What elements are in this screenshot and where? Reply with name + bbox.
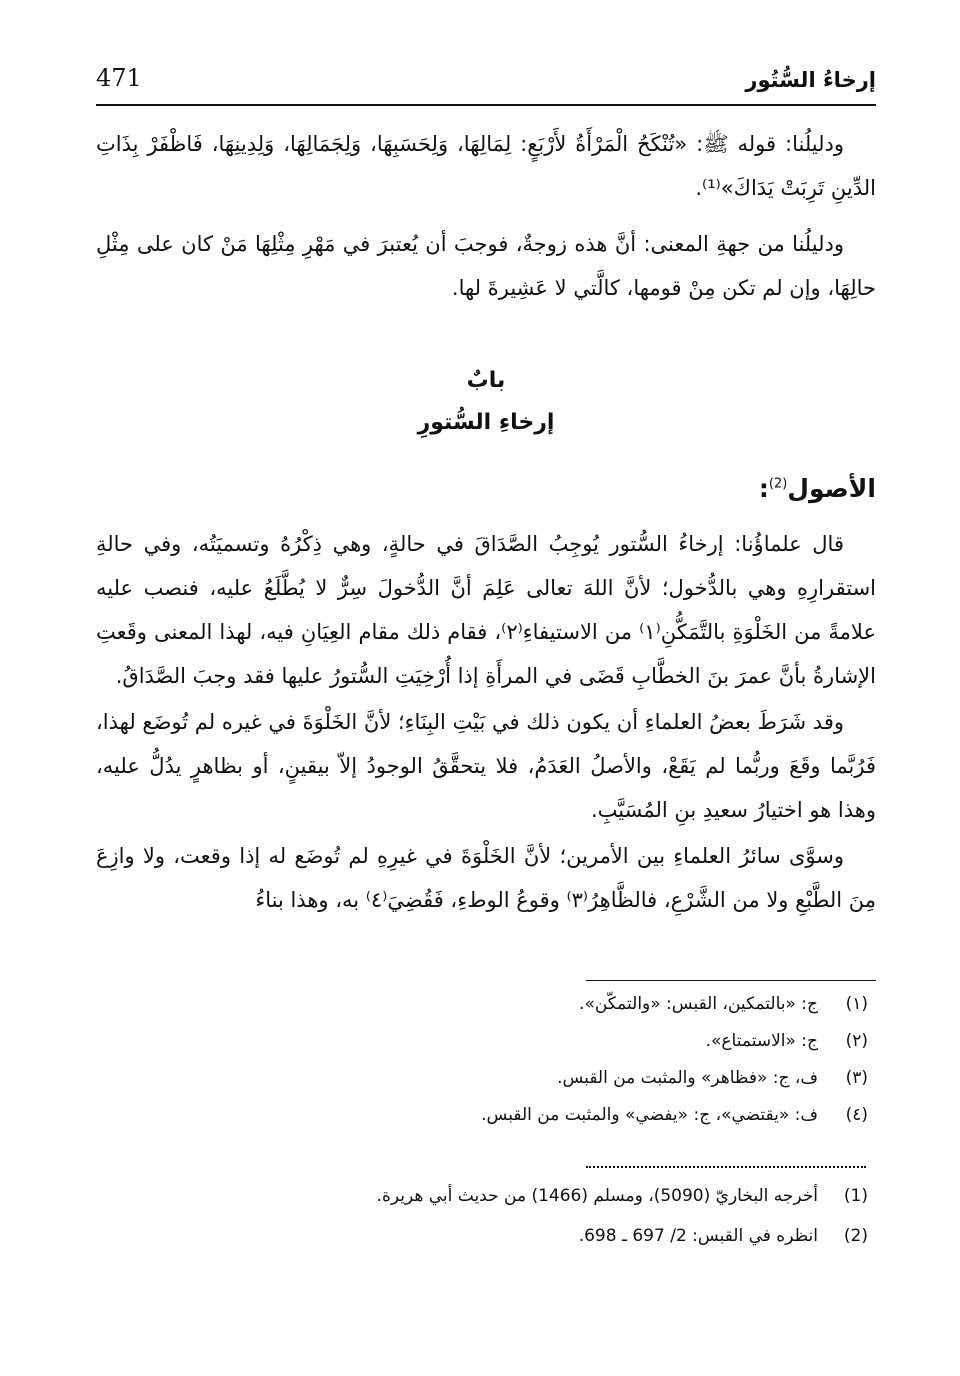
paragraph: وسوَّى سائرُ العلماءِ بين الأمرين؛ لأنَّ الخَلْوَةَ في غيرِهِ لم تُوضَع له إذا وقعت، ولا وازِعَ مِنَ الطَّبْعِ ولا من الشَّرْعِ، فالظَّاهِرُ⁽٣⁾ وقوعُ الوطءِ، فَقُضِيَ⁽٤⁾ به، وهذا بناءُ xyxy=(96,844,876,912)
section-heading-colon: : xyxy=(758,474,769,503)
footnote-number: (٣) xyxy=(845,1068,868,1088)
footnote-text: أخرجه البخاريّ (5090)، ومسلم (1466) من حديث أبي هريرة. xyxy=(376,1186,818,1206)
footnote-number: (٢) xyxy=(845,1031,868,1051)
footnote xyxy=(96,1186,868,1226)
page-number: 471 xyxy=(96,64,142,92)
paragraph: قال علماؤُنا: إرخاءُ السُّتور يُوجِبُ الصَّدَاقَ في حالةٍ، وهي ذِكْرُهُ وتسميَتُه، وفي حالةِ استقرارِهِ وهي بالدُّخول؛ لأنَّ اللهَ تعالى عَلِمَ أنَّ الدُّخولَ سِرٌّ لا يُطَّلَعُ عليه، فنصب عليه علامةً من الخَلْوَةِ بالتَّمَكُّنِ⁽١⁾ من الاستيفاءِ⁽٢⁾، فقام ذلك مقام العِيَانِ فيه، لهذا المعنى وقَعتِ الإشارةُ بأنَّ عمرَ بنَ الخطَّابِ قَضَى في المرأَةِ إذا أُرْخِيَتِ السُّتورُ عليها فقد وجبَ الصَّدَاقُ. xyxy=(96,532,876,688)
footnote xyxy=(96,1105,868,1142)
paragraph: وقد شَرَطَ بعضُ العلماءِ أن يكون ذلك في بَيْتِ البِنَاءِ؛ لأنَّ الخَلْوَةَ في غيره لم تُوضَع لهذا، فَرُبَّما وقَعَ وربُّما لم يَقَعْ، والأصلُ العَدَمُ، فلا يتحقَّقُ الوجودُ إلاّ بيقينٍ، أو بظاهرٍ يدُلُّ عليه، وهذا هو اختيارُ سعيدِ بنِ المُسَيَّبِ. xyxy=(96,710,876,822)
main-text xyxy=(96,522,876,924)
opening-paragraph xyxy=(96,122,876,210)
footnote-text: ج: «بالتمكين، القبس: «والتمكّن». xyxy=(579,994,818,1014)
meaning-paragraph-block xyxy=(96,222,876,310)
footnote xyxy=(96,1068,868,1105)
footnote xyxy=(96,1226,868,1266)
chapter-title: إرخاءِ السُّتورِ xyxy=(417,410,555,435)
footnote xyxy=(96,994,868,1031)
source-footnotes xyxy=(96,1186,868,1266)
section-heading-text: الأصول xyxy=(787,474,876,503)
chapter-label: بابٌ xyxy=(466,368,506,393)
footnote-number: (٤) xyxy=(845,1105,868,1125)
running-title: إرخاءُ السُّتُور xyxy=(745,68,876,92)
footnote-number: (١) xyxy=(845,994,868,1014)
footnote-number: (2) xyxy=(843,1226,868,1246)
hadith-paragraph: ودليلُنا: قوله ﷺ: «تُنْكَحُ الْمَرْأَةُ لأَرْبَعٍ: لِمَالِهَا، وَلِحَسَبِهَا، وَلِجَمَالِهَا، وَلِدِينِهَا، فَاظْفَرْ بِذَاتِ الدِّينِ تَرِبَتْ يَدَاكَ»⁽¹⁾. xyxy=(96,132,876,200)
footnote-text: ف، ج: «فظاهر» والمثبت من القبس. xyxy=(557,1068,818,1088)
footnote-number: (1) xyxy=(843,1186,868,1206)
editor-footnotes xyxy=(96,994,868,1142)
footnote xyxy=(96,1031,868,1068)
page-header xyxy=(96,60,876,106)
section-heading xyxy=(759,474,876,503)
section-heading-ref: (2) xyxy=(768,476,788,492)
footnote-text: انظره في القبس: 2/ 697 ـ 698. xyxy=(578,1226,818,1246)
dotted-divider xyxy=(586,1166,866,1168)
footnote-text: ج: «الاستمتاع». xyxy=(705,1031,818,1051)
footnote-text: ف: «يقتضي»، ج: «يفضي» والمثبت من القبس. xyxy=(481,1105,818,1125)
meaning-paragraph: ودليلُنا من جهةِ المعنى: أنَّ هذه زوجةٌ، فوجبَ أن يُعتبرَ في مَهْرِ مِثْلِهَا مَنْ كان على مِثْلِ حالِهَا، وإن لم تكن مِنْ قومها، كالَّتي لا عَشِيرةَ لها. xyxy=(96,232,876,300)
footnote-divider xyxy=(586,980,876,981)
